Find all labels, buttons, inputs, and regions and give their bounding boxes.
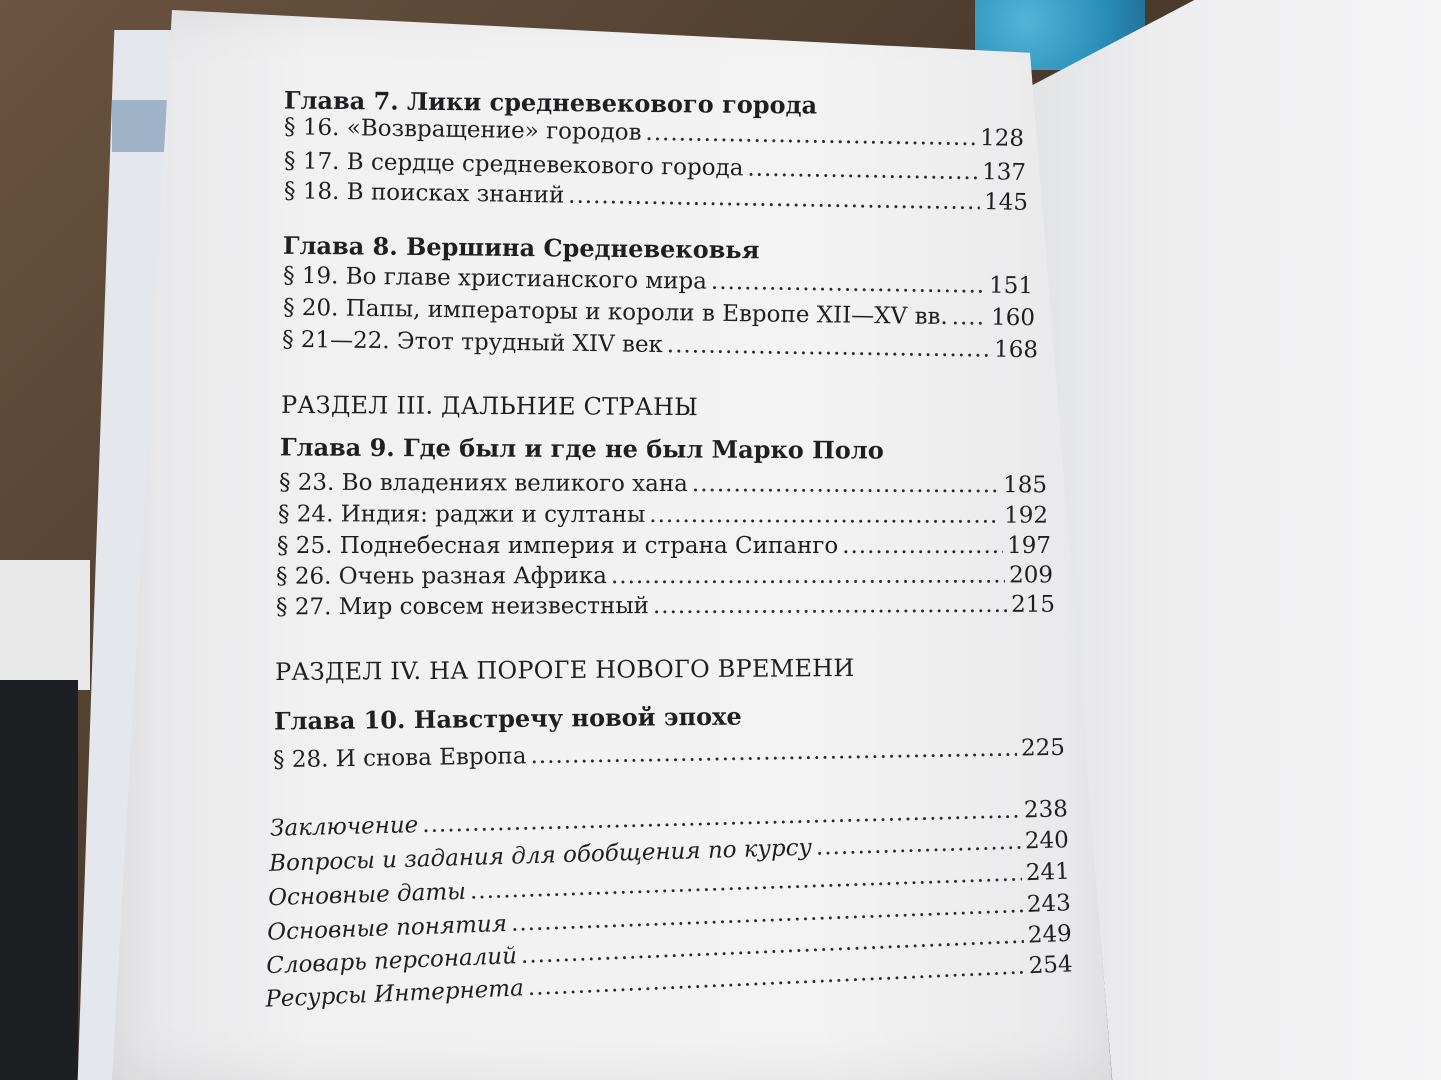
chapter-9-title: Глава 9. Где был и где не был Марко Поло: [279, 432, 884, 465]
entry-page: 185: [1003, 472, 1048, 499]
entry-page: 209: [1009, 562, 1054, 589]
toc-entry-28: [273, 735, 1065, 773]
entry-label: Заключение: [269, 812, 419, 842]
section-3-title: РАЗДЕЛ III. ДАЛЬНИЕ СТРАНЫ: [280, 390, 699, 422]
leader-dots: [952, 304, 988, 330]
entry-page: 197: [1007, 533, 1051, 559]
entry-page: 243: [1026, 890, 1072, 918]
entry-page: 192: [1004, 502, 1049, 529]
entry-page: 225: [1020, 734, 1066, 762]
entry-page: 241: [1025, 858, 1071, 887]
leader-dots: [611, 562, 1005, 589]
leader-dots: [747, 155, 978, 185]
entry-page: 151: [988, 272, 1034, 300]
toc-entry-23: [279, 470, 1047, 499]
chapter-8-title: Глава 8. Вершина Средневековья: [282, 230, 760, 265]
toc-entry-16: [284, 114, 1024, 152]
entry-label: § 27. Мир совсем неизвестный: [275, 593, 649, 621]
entry-label: Ресурсы Интернета: [264, 975, 525, 1013]
entry-page: 128: [979, 125, 1025, 152]
leader-dots: [667, 332, 991, 363]
toc-entry-24: [278, 501, 1048, 528]
entry-label: § 18. В поисках знаний: [283, 178, 565, 209]
entry-label: § 21—22. Этот трудный XIV век: [281, 326, 664, 359]
entry-label: § 23. Во владениях великого хана: [278, 469, 688, 498]
toc-entry-21-22: [282, 327, 1038, 364]
leader-dots: [530, 736, 1017, 770]
leader-dots: [815, 829, 1021, 861]
leader-dots: [711, 269, 985, 299]
entry-page: 215: [1011, 591, 1056, 618]
entry-label: § 20. Папы, императоры и короли в Европе XII—XV вв.: [282, 294, 948, 331]
entry-page: 145: [983, 189, 1029, 216]
entry-page: 238: [1023, 796, 1069, 824]
entry-label: § 26. Очень разная Африка: [275, 563, 607, 590]
chapter-10-title: Глава 10. Навстречу новой эпохе: [273, 701, 742, 736]
leader-dots: [692, 471, 999, 498]
entry-page: 240: [1024, 827, 1070, 855]
leader-dots: [842, 533, 1003, 559]
entry-label: § 25. Поднебесная империя и страна Сипанго: [277, 533, 839, 559]
entry-label: Вопросы и задания для обобщения по курсу: [268, 834, 813, 877]
entry-label: Основные даты: [267, 878, 467, 912]
entry-page: 249: [1027, 920, 1073, 949]
entry-label: § 17. В сердце средневекового города: [283, 148, 744, 182]
toc-entry-20: [283, 295, 1035, 331]
entry-label: § 24. Индия: раджи и султаны: [277, 501, 646, 528]
leader-dots: [653, 592, 1007, 619]
entry-page: 160: [990, 304, 1036, 332]
chapter-7-title: Глава 7. Лики средневекового города: [283, 85, 818, 120]
entry-label: § 28. И снова Европа: [272, 743, 527, 774]
leader-dots: [645, 120, 976, 151]
entry-label: § 19. Во главе христианского мира: [282, 262, 708, 295]
toc-entry-27: [276, 592, 1055, 621]
toc-entry-19: [283, 263, 1033, 299]
toc-entry-25: [277, 533, 1051, 559]
leader-dots: [568, 183, 980, 215]
entry-page: 137: [981, 159, 1027, 186]
toc-entry-26: [276, 562, 1053, 589]
leader-dots: [649, 502, 1000, 529]
entry-label: Основные понятия: [266, 910, 508, 946]
entry-page: 254: [1028, 951, 1074, 980]
entry-page: 168: [993, 336, 1039, 364]
entry-label: § 16. «Возвращение» городов: [283, 114, 642, 146]
entry-label: Словарь персоналий: [265, 943, 518, 980]
section-4-title: РАЗДЕЛ IV. НА ПОРОГЕ НОВОГО ВРЕМЕНИ: [274, 653, 855, 687]
